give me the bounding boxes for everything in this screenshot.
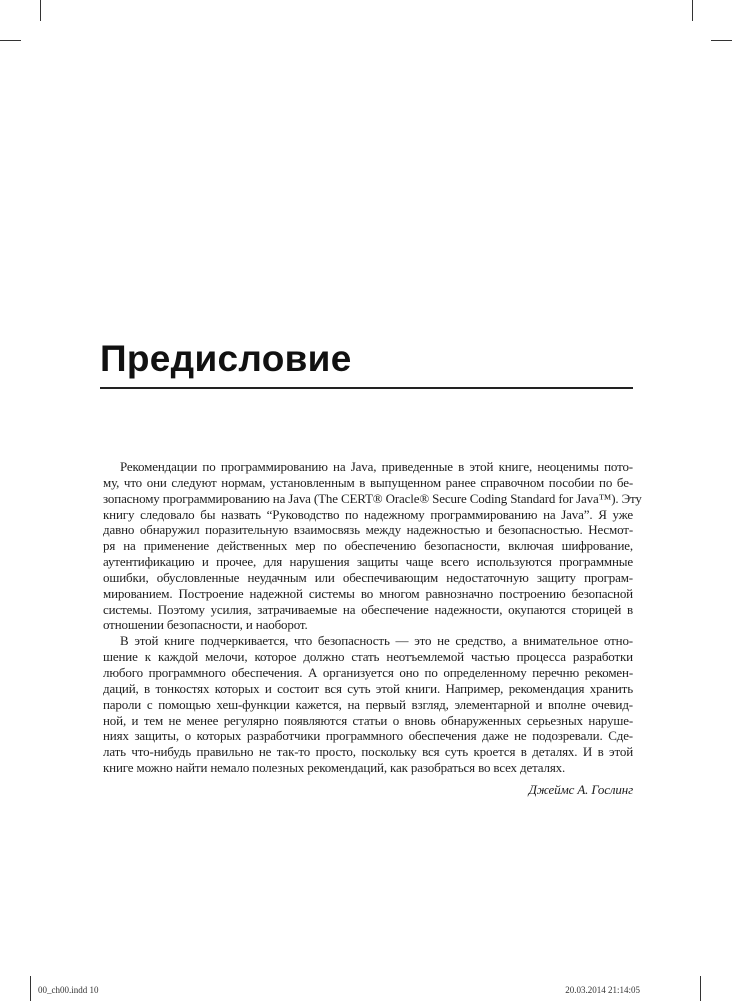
paragraph-line: книге можно найти немало полезных рекомендаций, как разобраться во всех деталях. (103, 760, 566, 776)
title-rule (100, 387, 633, 389)
paragraph-line: ря на применение действенных мер по обеспечению безопасности, включая шифрование, (103, 538, 633, 554)
preface-body (103, 459, 642, 798)
chapter-title: Предисловие (100, 338, 352, 379)
paragraph-line: зопасному программированию на Java (The CERT® Oracle® Secure Coding Standard for Java™). Эту (103, 490, 642, 506)
preface-text (103, 459, 642, 776)
paragraph-line: даций, в тонкостях которых и состоит вся суть этой книги. Например, рекомендация хранить (103, 680, 633, 696)
footer-file: 00_ch00.indd 10 (38, 985, 99, 995)
paragraph-line: ной, и тем не менее регулярно появляются статьи о вновь обнаруженных серьезных наруше- (103, 712, 633, 728)
signature: Джеймс А. Гослинг (528, 781, 633, 797)
crop-mark (40, 0, 41, 21)
paragraph-line: мированием. Построение надежной системы во многом равнозначно построению безопасной (103, 585, 633, 601)
paragraph-line: Рекомендации по программированию на Java, приведенные в этой книге, неоценимы пото- (120, 459, 633, 474)
crop-mark (692, 0, 693, 21)
footer-timestamp: 20.03.2014 21:14:05 (565, 985, 640, 995)
paragraph-line: любого программного обеспечения. А организуется оно по определенному перечню рекомен- (103, 664, 633, 680)
paragraph-line: лать что-нибудь правильно не так-то просто, поскольку вся суть кроется в деталях. И в этой (103, 744, 633, 760)
paragraph-line: отношении безопасности, и наоборот. (103, 617, 308, 633)
paragraph-line: системы. Поэтому усилия, затрачиваемые на обеспечение надежности, окупаются сторицей в (103, 601, 633, 617)
crop-mark (30, 976, 31, 1001)
paragraph-line: аутентификацию и прочее, для нарушения защиты чаще всего используются программные (103, 554, 633, 570)
paragraph-line: В этой книге подчеркивается, что безопасность — это не средство, а внимательное отно- (120, 633, 633, 649)
paragraph-line: давно обнаружил поразительную взаимосвязь между надежностью и безопасностью. Несмот- (103, 522, 633, 538)
crop-mark (700, 976, 701, 1001)
paragraph-line: ошибки, обусловленные неудачным или обеспечивающим недостаточную защиту програм- (103, 569, 633, 585)
paragraph-line: ниях защиты, о которых разработчики программного обеспечения даже не подозревали. Сде- (103, 728, 633, 744)
crop-mark (711, 40, 732, 41)
crop-mark (0, 40, 21, 41)
paragraph-line: му, что они следуют нормам, установленным в выпущенном ранее справочном пособии по бе- (103, 474, 633, 490)
paragraph-line: шение к каждой мелочи, которое должно стать неотъемлемой частью процесса разработки (103, 649, 633, 665)
paragraph-line: пароли с помощью хеш-функции кажется, на первый взгляд, элементарной и вполне очевид- (103, 696, 633, 712)
paragraph-line: книгу следовало бы назвать “Руководство по надежному программированию на Java”. Я уже (103, 506, 633, 522)
